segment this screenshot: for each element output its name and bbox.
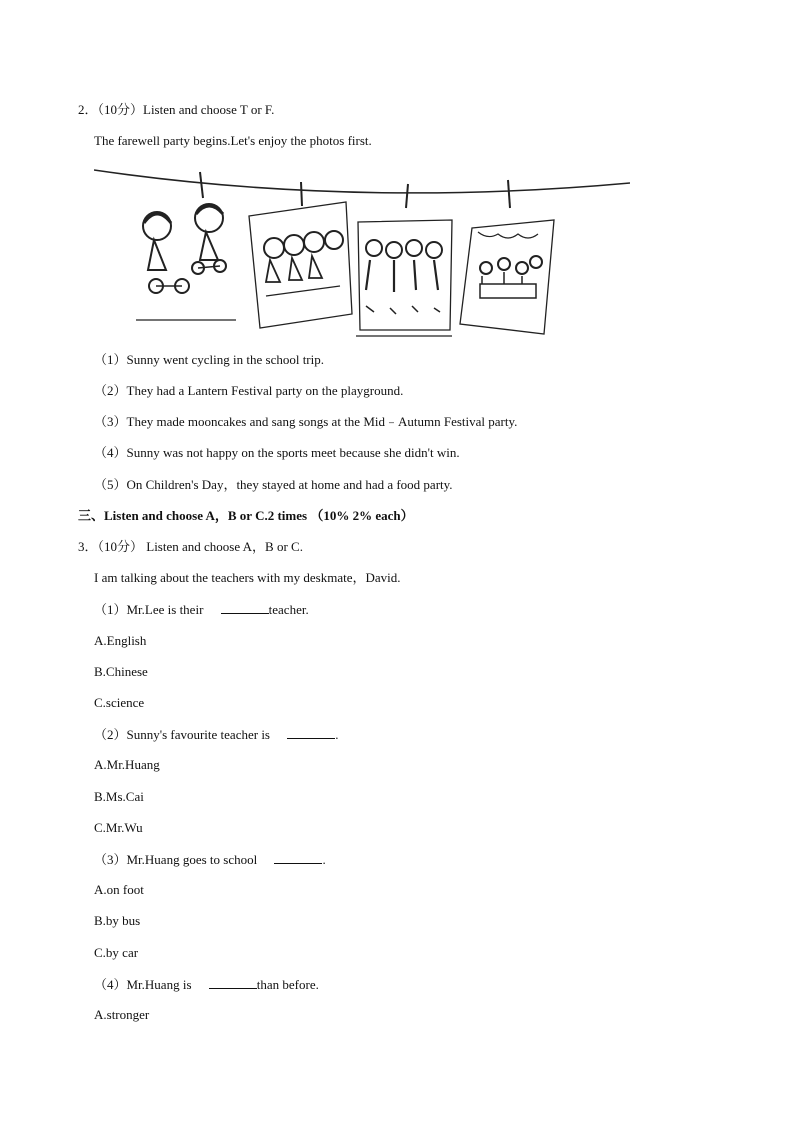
clip-icon bbox=[200, 172, 510, 208]
q3-q3-option-a: A.on foot bbox=[94, 882, 144, 897]
photo-mooncake bbox=[356, 220, 452, 336]
question-stem: （1）Mr.Lee is their bbox=[94, 602, 204, 617]
q2-item-2: （2）They had a Lantern Festival party on the playground. bbox=[94, 383, 404, 398]
question-stem: （2）Sunny's favourite teacher is bbox=[94, 727, 270, 742]
q3-q3-option-b: B.by bus bbox=[94, 913, 141, 928]
question-stem: （4）Mr.Huang is bbox=[94, 977, 192, 992]
q3-q1-option-a: A.English bbox=[94, 633, 147, 648]
q2-item-5: （5）On Children's Day，they stayed at home and had a food party. bbox=[94, 477, 453, 492]
answer-blank bbox=[274, 851, 322, 864]
q2-item-3: （3）They made mooncakes and sang songs at the Mid﹣Autumn Festival party. bbox=[94, 414, 518, 429]
q3-question-1 bbox=[94, 601, 309, 618]
q3-question-3 bbox=[94, 851, 326, 868]
q3-q1-option-c: C.science bbox=[94, 695, 145, 710]
q3-question-4 bbox=[94, 976, 319, 993]
answer-blank bbox=[209, 976, 257, 989]
question-stem-end: . bbox=[335, 727, 339, 742]
answer-blank bbox=[221, 601, 269, 614]
question-stem-end: . bbox=[322, 852, 326, 867]
q3-q4-option-a: A.stronger bbox=[94, 1007, 150, 1022]
party-photos-illustration bbox=[94, 168, 630, 340]
question-stem: （3）Mr.Huang goes to school bbox=[94, 852, 258, 867]
q2-header: 2．（10分）Listen and choose T or F. bbox=[78, 102, 275, 117]
q3-q3-option-c: C.by car bbox=[94, 945, 139, 960]
question-stem-end: teacher. bbox=[268, 602, 309, 617]
photo-cycling bbox=[136, 204, 236, 320]
q3-header: 3．（10分） Listen and choose A，B or C. bbox=[78, 539, 303, 554]
section-3-title: 三、Listen and choose A，B or C.2 times （10% 2% each） bbox=[78, 508, 414, 523]
question-stem-end: than before. bbox=[256, 977, 319, 992]
q3-intro: I am talking about the teachers with my deskmate，David. bbox=[94, 570, 401, 585]
q3-question-2 bbox=[94, 726, 339, 743]
q3-q2-option-c: C.Mr.Wu bbox=[94, 820, 143, 835]
answer-blank bbox=[287, 726, 335, 739]
photo-lantern bbox=[249, 202, 352, 328]
q3-q2-option-b: B.Ms.Cai bbox=[94, 789, 144, 804]
q3-q2-option-a: A.Mr.Huang bbox=[94, 757, 160, 772]
q2-item-4: （4）Sunny was not happy on the sports meet because she didn't win. bbox=[94, 445, 460, 460]
photo-childrens-day bbox=[460, 220, 554, 334]
q3-q1-option-b: B.Chinese bbox=[94, 664, 148, 679]
q2-item-1: （1）Sunny went cycling in the school trip. bbox=[94, 352, 325, 367]
q2-intro: The farewell party begins.Let's enjoy the photos first. bbox=[94, 133, 372, 148]
